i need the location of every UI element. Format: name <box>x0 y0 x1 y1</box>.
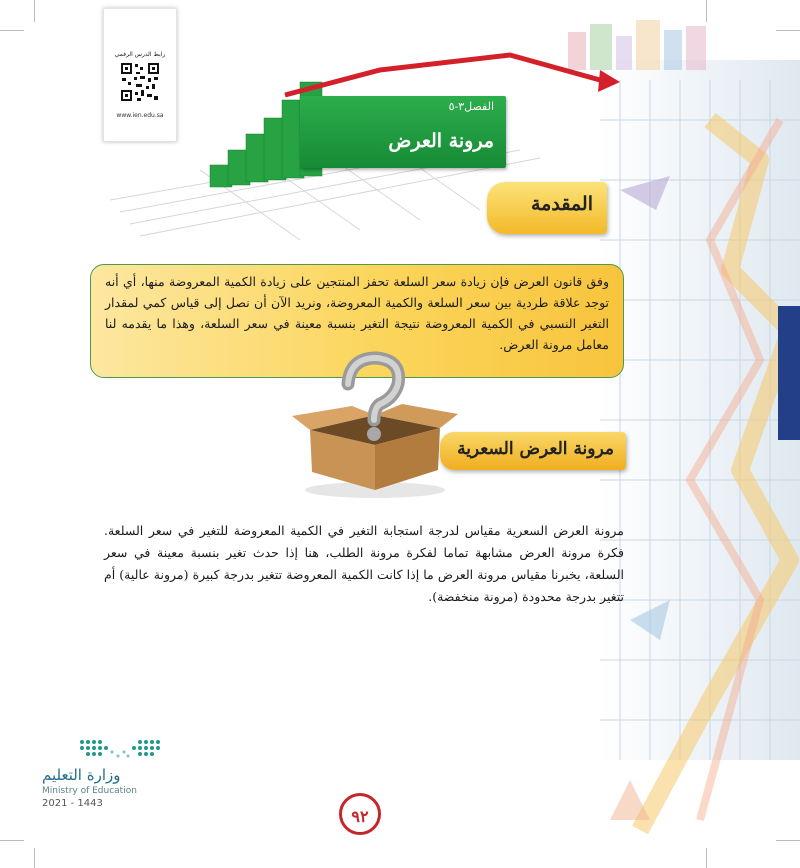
intro-heading-tab <box>487 182 607 234</box>
qr-caption: رابط الدرس الرقمي <box>114 51 166 58</box>
crop-mark <box>34 848 35 868</box>
section-heading-banner <box>440 432 626 470</box>
page-number: ٩٢ <box>339 793 381 835</box>
ministry-dots-icon <box>78 738 168 764</box>
intro-heading: المقدمة <box>530 193 593 215</box>
chapter-label: الفصل٣-٥ <box>448 100 494 113</box>
section-heading: مرونة العرض السعرية <box>457 439 614 459</box>
chapter-title-box <box>300 96 506 168</box>
ministry-name-ar: وزارة التعليم <box>42 766 121 784</box>
crop-mark <box>34 0 35 22</box>
ministry-logo <box>38 738 178 818</box>
crop-mark <box>0 840 24 841</box>
side-tab <box>778 306 800 440</box>
page-title: مرونة العرض <box>388 130 494 152</box>
qr-code-icon[interactable] <box>120 62 160 102</box>
qr-card[interactable] <box>103 8 177 142</box>
edition-year: 2021 - 1443 <box>42 798 103 809</box>
ministry-name-en: Ministry of Education <box>42 786 137 796</box>
intro-paragraph: وفق قانون العرض فإن زيادة سعر السلعة تحفز المنتجين على زيادة الكمية المعروضة منها، أي أنه توجد علاقة طردية بين سعر السلعة والكمية المعروضة، ونريد الآن أن نصل إلى قياس كمي لمقدار التغير النسبي في الكمية المعروضة نتيجة التغير بنسبة معينة في سعر السلعة، وهذا ما يقدمه لنا معامل مرونة العرض. <box>105 274 609 352</box>
question-box-illustration <box>290 350 460 500</box>
qr-url[interactable]: www.ien.edu.sa <box>116 112 164 119</box>
crop-mark <box>0 30 24 31</box>
section-paragraph: مرونة العرض السعرية مقياس لدرجة استجابة التغير في الكمية المعروضة للتغير في سعر السلعة. فكرة مرونة العرض مشابهة تماما لفكرة مرونة الطلب، هنا إذا حدث تغير بنسبة معينة في سعر السلعة، يخبرنا مقياس مرونة العرض ما إذا كانت الكمية المعروضة تتغير بدرجة كبيرة (مرونة عالية) أم تتغير بدرجة محدودة (مرونة منخفضة). <box>104 523 624 604</box>
